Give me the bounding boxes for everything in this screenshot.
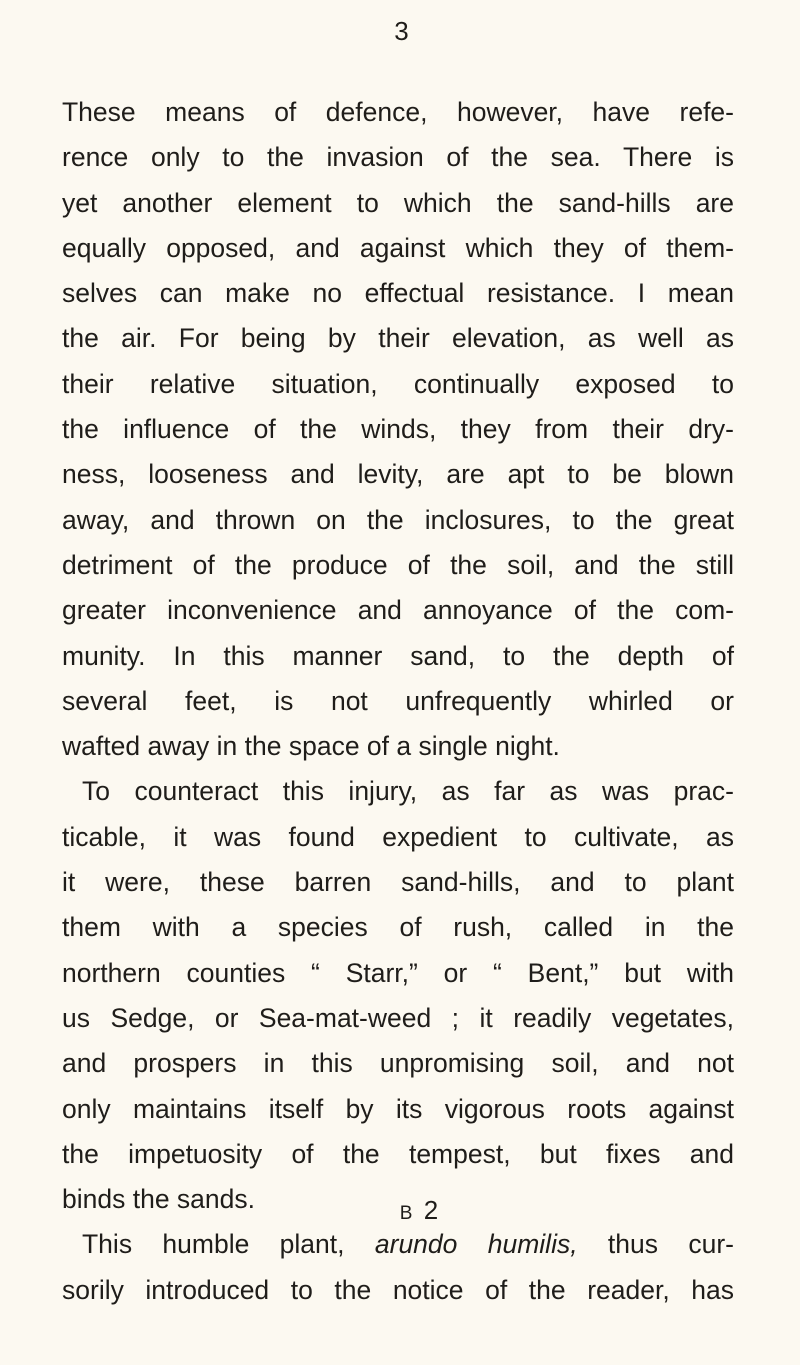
text-line: us Sedge, or Sea-mat-weed ; it readily vegetates,	[62, 1002, 734, 1033]
text-line: their relative situation, continually exposed to	[62, 368, 734, 399]
text-line: wafted away in the space of a single night.	[62, 731, 560, 762]
text-line: ness, looseness and levity, are apt to be blown	[62, 459, 734, 490]
text-line: it were, these barren sand-hills, and to plant	[62, 867, 734, 898]
text-line: the air. For being by their elevation, as well as	[62, 323, 734, 354]
text-line: away, and thrown on the inclosures, to the great	[62, 504, 734, 535]
text-line: binds the sands.	[62, 1184, 255, 1215]
text-line: These means of defence, however, have refe-	[62, 97, 734, 127]
page-number: 3	[394, 16, 410, 46]
text-span: thus cur-	[577, 1229, 735, 1260]
latin-name: arundo humilis,	[374, 1229, 578, 1260]
text-line: selves can make no effectual resistance. I mean	[62, 278, 734, 309]
text-line	[62, 1222, 734, 1267]
text-line: equally opposed, and against which they of them-	[62, 232, 734, 263]
text-line: them with a species of rush, called in the	[62, 912, 734, 943]
signature-letter: B	[399, 1203, 415, 1224]
text-line: ticable, it was found expedient to cultivate, as	[62, 821, 734, 852]
signature-number: 2	[423, 1195, 441, 1225]
text-line: greater inconvenience and annoyance of the com-	[62, 595, 734, 626]
body-text	[62, 90, 734, 1313]
text-span: This humble plant,	[82, 1229, 375, 1260]
text-line: To counteract this injury, as far as was prac-	[82, 776, 734, 807]
text-line: several feet, is not unfrequently whirled or	[62, 685, 734, 716]
text-line: rence only to the invasion of the sea. There is	[62, 142, 734, 173]
text-line: yet another element to which the sand-hills are	[62, 187, 734, 218]
text-line: sorily introduced to the notice of the reader, has	[62, 1274, 734, 1305]
text-line: munity. In this manner sand, to the depth of	[62, 640, 734, 671]
text-line: the impetuosity of the tempest, but fixes and	[62, 1138, 734, 1169]
text-line: northern counties “ Starr,” or “ Bent,” but with	[62, 957, 734, 988]
text-line: the influence of the winds, they from their dry-	[62, 414, 734, 445]
signature-mark	[360, 1195, 480, 1226]
text-line: detriment of the produce of the soil, and the still	[62, 549, 734, 580]
text-line: and prospers in this unpromising soil, and not	[62, 1048, 734, 1079]
text-line: only maintains itself by its vigorous roots against	[62, 1093, 734, 1124]
